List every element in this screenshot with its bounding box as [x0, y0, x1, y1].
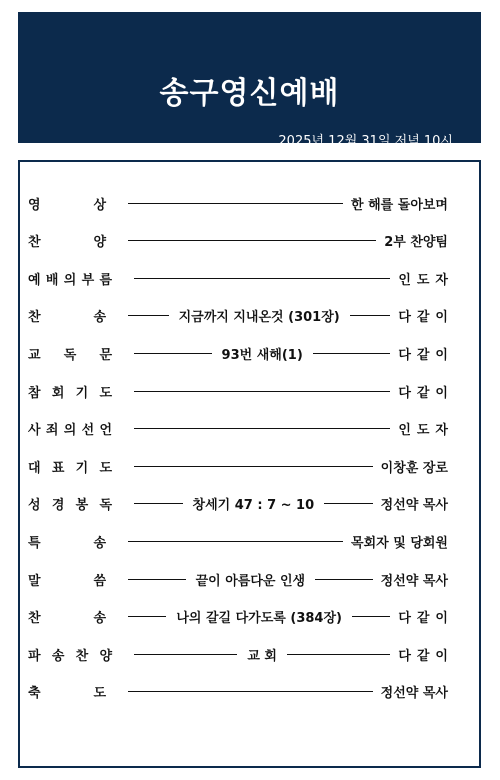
program-item-detail: 교 회: [247, 648, 277, 664]
program-connector: [106, 203, 351, 204]
program-item-leader: 목회자 및 당회원: [351, 535, 448, 551]
program-row: [28, 568, 448, 590]
program-connector: [112, 428, 398, 429]
service-title: 송구영신예배: [159, 76, 340, 111]
program-item-label: 찬 송: [28, 310, 106, 326]
program-row: [28, 267, 454, 289]
program-row: [28, 643, 454, 665]
program-row: [28, 192, 448, 214]
program-item-leader: 2부 찬양팀: [384, 235, 448, 251]
program-row: [28, 380, 454, 402]
program-connector: [106, 570, 381, 589]
program-item-label: 성 경 봉 독: [28, 498, 112, 514]
program-item-label: 찬 송: [28, 611, 106, 627]
program-row: [28, 230, 448, 252]
program-connector: [106, 240, 384, 241]
program-item-leader: 이창훈 장로: [380, 460, 448, 476]
program-connector: [112, 494, 381, 513]
program-item-leader: 정선약 목사: [380, 573, 448, 589]
program-item-label: 말 씀: [28, 573, 106, 589]
program-row: [28, 418, 454, 440]
header-banner: [18, 12, 481, 149]
program-item-leader: 한 해를 돌아보며: [351, 197, 448, 213]
program-item-leader: 다같이: [398, 385, 454, 401]
program-connector: [112, 645, 398, 664]
program-item-label: 참 회 기 도: [28, 385, 112, 401]
program-item-label: 파 송 찬 양: [28, 648, 112, 664]
program-item-label: 찬 양: [28, 235, 106, 251]
program-connector: [112, 344, 398, 363]
program-item-leader: 다같이: [398, 611, 454, 627]
program-item-label: 영 상: [28, 197, 106, 213]
program-item-label: 교 독 문: [28, 347, 112, 363]
program-item-label: 사 죄 의 선 언: [28, 423, 112, 439]
program-connector: [106, 541, 351, 542]
program-connector: [112, 391, 398, 392]
program-item-label: 특 송: [28, 535, 106, 551]
program-connector: [106, 306, 398, 325]
program-connector: [112, 278, 398, 279]
program-item-label: 축 도: [28, 686, 106, 702]
program-row: [28, 681, 448, 703]
program-item-detail: 나의 갈길 다가도록 (384장): [176, 611, 342, 627]
program-item-detail: 93번 새해(1): [221, 347, 303, 363]
program-item-leader: 인도자: [398, 423, 454, 439]
program-item-leader: 인도자: [398, 272, 454, 288]
program-row: [28, 455, 448, 477]
program-connector: [112, 466, 381, 467]
service-datetime: 2025년 12월 31일 저녁 10시: [278, 134, 453, 149]
program-item-detail: 지금까지 지내온것 (301장): [178, 310, 340, 326]
program-connector: [106, 607, 398, 626]
program-item-leader: 다같이: [398, 347, 454, 363]
program-item-leader: 다같이: [398, 648, 454, 664]
program-item-leader: 다같이: [398, 310, 454, 326]
program-row: [28, 305, 454, 327]
program-row: [28, 493, 448, 515]
program-row: [28, 342, 454, 364]
program-item-label: 예 배 의 부 름: [28, 272, 112, 288]
program-item-leader: 정선약 목사: [380, 686, 448, 702]
program-item-detail: 끝이 아름다운 인생: [195, 573, 306, 589]
program-item-leader: 정선약 목사: [380, 498, 448, 514]
program-row: [28, 606, 454, 628]
program-connector: [106, 691, 381, 692]
program-item-detail: 창세기 47 : 7 ~ 10: [192, 498, 315, 514]
program-item-label: 대 표 기 도: [28, 460, 112, 476]
program-row: [28, 530, 448, 552]
